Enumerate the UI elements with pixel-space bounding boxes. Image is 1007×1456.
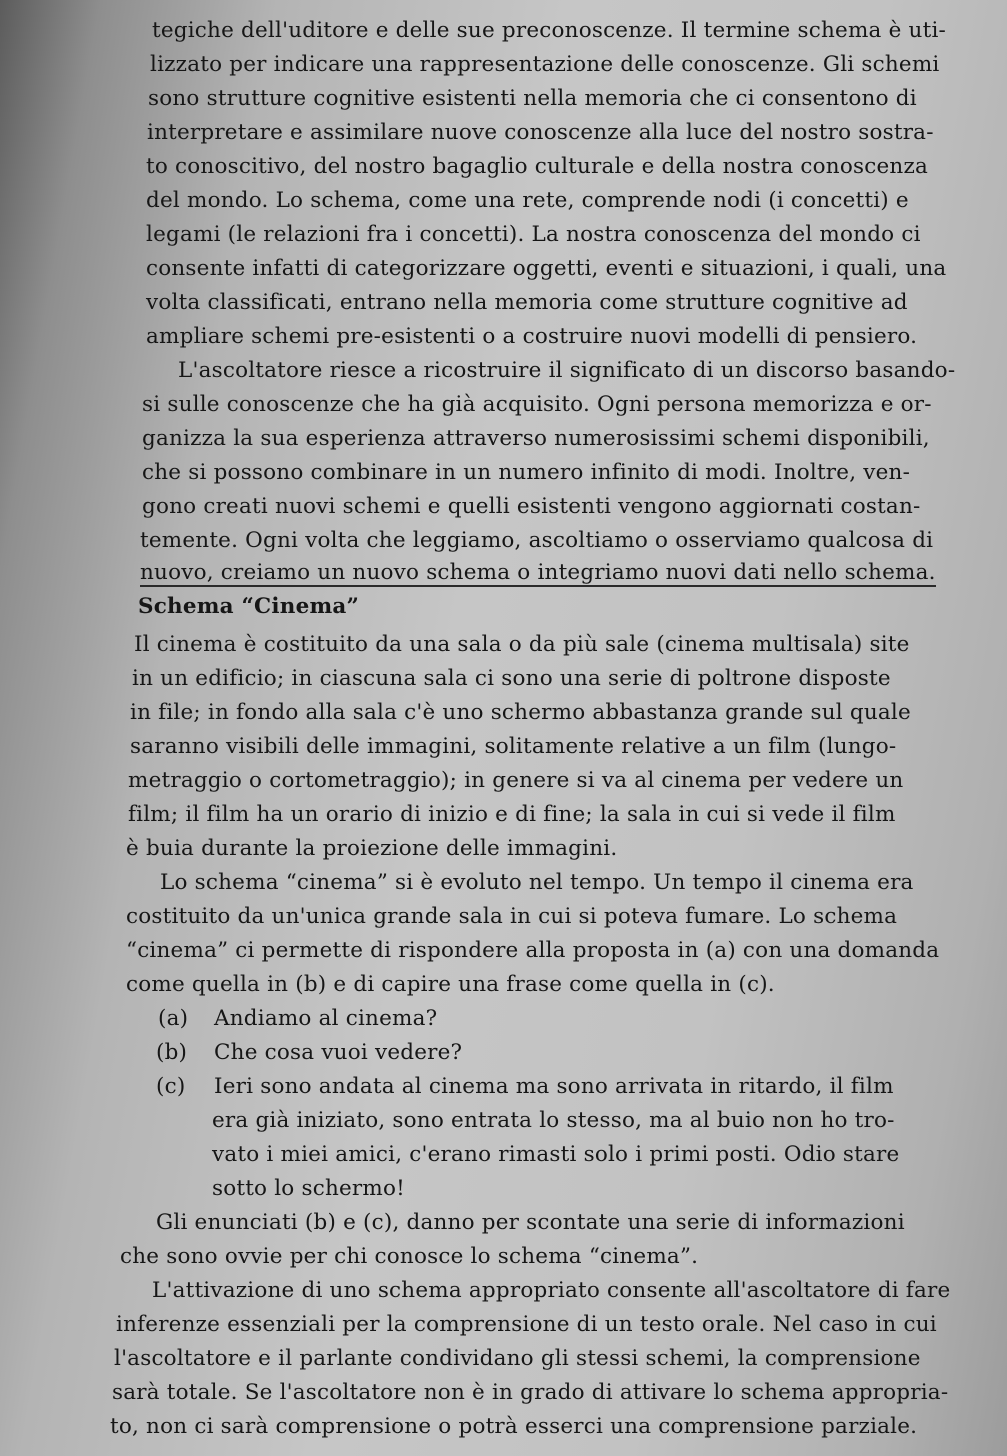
text-line: come quella in (b) e di capire una frase come quella in (c).	[126, 972, 775, 997]
text-line: Lo schema “cinema” si è evoluto nel tempo. Un tempo il cinema era	[160, 870, 914, 895]
text-line: consente infatti di categorizzare oggetti, eventi e situazioni, i quali, una	[146, 256, 947, 281]
example-text: Ieri sono andata al cinema ma sono arrivata in ritardo, il film	[214, 1074, 894, 1099]
text-line: costituito da un'unica grande sala in cui si poteva fumare. Lo schema	[126, 904, 898, 929]
text-line: to conoscitivo, del nostro bagaglio culturale e della nostra conoscenza	[146, 154, 928, 179]
text-line: lizzato per indicare una rappresentazione delle conoscenze. Gli schemi	[150, 52, 940, 77]
text-line: to, non ci sarà comprensione o potrà esserci una comprensione parziale.	[110, 1414, 918, 1439]
example-text: Che cosa vuoi vedere?	[214, 1040, 463, 1065]
example-label: (b)	[156, 1040, 188, 1065]
text-line: che si possono combinare in un numero infinito di modi. Inoltre, ven-	[142, 460, 911, 485]
text-line: legami (le relazioni fra i concetti). La nostra conoscenza del mondo ci	[146, 222, 921, 247]
text-line: L'attivazione di uno schema appropriato consente all'ascoltatore di fare	[152, 1278, 951, 1303]
text-line: film; il film ha un orario di inizio e di fine; la sala in cui si vede il film	[128, 802, 896, 827]
example-text: sotto lo schermo!	[212, 1176, 405, 1201]
text-line: è buia durante la proiezione delle immagini.	[126, 836, 618, 861]
text-line: temente. Ogni volta che leggiamo, ascoltiamo o osserviamo qualcosa di	[140, 528, 934, 553]
example-text: vato i miei amici, c'erano rimasti solo i primi posti. Odio stare	[212, 1142, 900, 1167]
text-line: ganizza la sua esperienza attraverso numerosissimi schemi disponibili,	[142, 426, 930, 451]
text-line: sarà totale. Se l'ascoltatore non è in grado di attivare lo schema appropria-	[112, 1380, 949, 1405]
text-line: gono creati nuovi schemi e quelli esistenti vengono aggiornati costan-	[142, 494, 921, 519]
text-line: tegiche dell'uditore e delle sue preconoscenze. Il termine schema è uti-	[152, 18, 946, 43]
text-line: L'ascoltatore riesce a ricostruire il significato di un discorso basando-	[178, 358, 956, 383]
text-line: nuovo, creiamo un nuovo schema o integriamo nuovi dati nello schema.	[140, 560, 936, 585]
text-line: sono strutture cognitive esistenti nella memoria che ci consentono di	[148, 86, 917, 111]
text-line: l'ascoltatore e il parlante condividano gli stessi schemi, la comprensione	[114, 1346, 921, 1371]
text-line: in un edificio; in ciascuna sala ci sono una serie di poltrone disposte	[132, 666, 891, 691]
text-line: inferenze essenziali per la comprensione di un testo orale. Nel caso in cui	[116, 1312, 937, 1337]
text-line: interpretare e assimilare nuove conoscenze alla luce del nostro sostra-	[147, 120, 934, 145]
text-line: volta classificati, entrano nella memoria come strutture cognitive ad	[146, 290, 908, 315]
example-label: (a)	[158, 1006, 189, 1031]
text-line: saranno visibili delle immagini, solitamente relative a un film (lungo-	[130, 734, 897, 759]
example-label: (c)	[156, 1074, 186, 1099]
section-heading: Schema “Cinema”	[138, 594, 360, 619]
text-line: si sulle conoscenze che ha già acquisito. Ogni persona memorizza e or-	[142, 392, 932, 417]
text-line: ampliare schemi pre-esistenti o a costruire nuovi modelli di pensiero.	[146, 324, 918, 349]
text-line: in file; in fondo alla sala c'è uno schermo abbastanza grande sul quale	[130, 700, 911, 725]
text-line: Il cinema è costituito da una sala o da più sale (cinema multisala) site	[134, 632, 910, 657]
text-line: “cinema” ci permette di rispondere alla proposta in (a) con una domanda	[126, 938, 940, 963]
text-line: che sono ovvie per chi conosce lo schema “cinema”.	[120, 1244, 699, 1269]
text-line: del mondo. Lo schema, come una rete, comprende nodi (i concetti) e	[146, 188, 909, 213]
example-text: era già iniziato, sono entrata lo stesso, ma al buio non ho tro-	[212, 1108, 895, 1133]
text-line: Gli enunciati (b) e (c), danno per scontate una serie di informazioni	[156, 1210, 905, 1235]
text-line: metraggio o cortometraggio); in genere si va al cinema per vedere un	[128, 768, 904, 793]
example-text: Andiamo al cinema?	[214, 1006, 438, 1031]
